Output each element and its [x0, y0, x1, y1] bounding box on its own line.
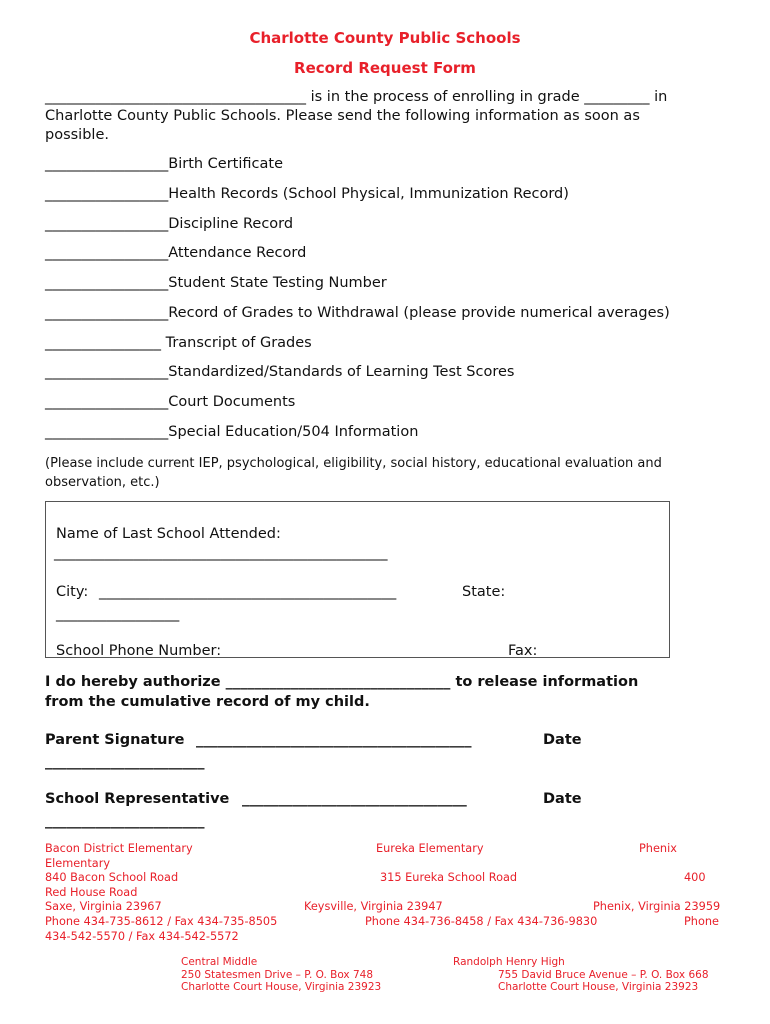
check-blank[interactable]: _________________ — [45, 186, 169, 202]
checklist-item-birth-certificate — [45, 156, 283, 172]
check-blank[interactable]: _________________ — [45, 305, 169, 321]
eureka-phone: Phone 434-736-8458 / Fax 434-736-9830 — [365, 915, 598, 928]
bacon-city: Saxe, Virginia 23967 — [45, 900, 162, 913]
parent-date-label: Date — [543, 732, 582, 748]
parent-signature-label: Parent Signature — [45, 732, 185, 748]
randolph-name: Randolph Henry High — [453, 956, 565, 968]
eureka-city: Keysville, Virginia 23947 — [304, 900, 443, 913]
checklist-item-testing-number — [45, 275, 387, 291]
phenix-city: Phenix, Virginia 23959 — [593, 900, 721, 913]
school-rep-date-line[interactable]: ______________________ — [45, 813, 205, 829]
checklist-label: Court Documents — [168, 394, 296, 410]
grade-blank[interactable]: _________ — [584, 89, 650, 105]
bacon-name-cont: Elementary — [45, 857, 111, 870]
authorize-line-2: from the cumulative record of my child. — [45, 694, 370, 710]
bacon-street: 840 Bacon School Road — [45, 871, 179, 884]
last-school-line[interactable]: ______________________________________________ — [54, 545, 388, 561]
form-title: Charlotte County Public Schools — [249, 29, 521, 47]
randolph-city: Charlotte Court House, Virginia 23923 — [498, 981, 699, 993]
last-school-label: Name of Last School Attended: — [56, 526, 281, 542]
checklist-item-test-scores — [45, 364, 514, 380]
bacon-name: Bacon District Elementary — [45, 842, 193, 855]
central-name: Central Middle — [181, 956, 258, 968]
checklist-item-health-records — [45, 186, 569, 202]
iep-note: (Please include current IEP, psychological, eligibility, social history, educational evaluation and observation, etc.) — [45, 456, 662, 490]
check-blank[interactable]: _________________ — [45, 216, 169, 232]
checklist-label: Record of Grades to Withdrawal (please provide numerical averages) — [168, 305, 670, 321]
phenix-name: Phenix — [639, 842, 677, 855]
school-rep-label: School Representative — [45, 791, 230, 807]
checklist-item-court-documents — [45, 394, 295, 410]
check-blank[interactable]: _________________ — [45, 156, 169, 172]
checklist-label: Birth Certificate — [168, 156, 283, 172]
checklist-item-special-education — [45, 424, 418, 440]
check-blank[interactable]: _________________ — [45, 394, 169, 410]
city-line[interactable]: _________________________________________ — [99, 584, 397, 600]
checklist-item-attendance-record — [45, 245, 306, 261]
form-subtitle: Record Request Form — [294, 59, 476, 77]
checklist-label: Student State Testing Number — [168, 275, 387, 291]
checklist-label: Transcript of Grades — [161, 335, 312, 351]
bacon-phone-cont: 434-542-5570 / Fax 434-542-5572 — [45, 930, 239, 943]
phenix-street: 400 — [684, 871, 706, 884]
check-blank[interactable]: _________________ — [45, 275, 169, 291]
intro-line-1 — [45, 88, 667, 107]
school-rep-date-label: Date — [543, 791, 582, 807]
check-blank[interactable]: _________________ — [45, 364, 169, 380]
checklist-label: Attendance Record — [168, 245, 307, 261]
state-label: State: — [462, 584, 506, 600]
authorize-text-end: to release information — [455, 674, 639, 690]
city-line-continued[interactable]: _________________ — [56, 606, 180, 622]
fax-label: Fax: — [508, 643, 538, 658]
intro-line-2: Charlotte County Public Schools. Please send the following information as soon as — [45, 108, 640, 124]
checklist-label: Discipline Record — [168, 216, 294, 232]
check-blank[interactable]: _________________ — [45, 245, 169, 261]
bacon-street-cont: Red House Road — [45, 886, 138, 899]
parent-signature-line[interactable]: ______________________________________ — [196, 732, 472, 748]
parent-date-line[interactable]: ______________________ — [45, 754, 205, 770]
city-label: City: — [56, 584, 89, 600]
school-rep-line[interactable]: _______________________________ — [242, 791, 467, 807]
intro-line-3: possible. — [45, 127, 109, 143]
phenix-phone: Phone — [684, 915, 719, 928]
checklist-item-discipline-record — [45, 216, 293, 232]
checklist-label: Health Records (School Physical, Immunization Record) — [168, 186, 569, 202]
checklist-label: Special Education/504 Information — [168, 424, 419, 440]
last-school-box — [45, 501, 670, 658]
check-blank[interactable]: _________________ — [45, 424, 169, 440]
authorize-blank[interactable]: _______________________________ — [225, 674, 451, 690]
bacon-phone: Phone 434-735-8612 / Fax 434-735-8505 — [45, 915, 278, 928]
intro-in: in — [654, 89, 668, 105]
central-city: Charlotte Court House, Virginia 23923 — [181, 981, 382, 993]
authorize-line-1 — [45, 674, 638, 690]
central-street: 250 Statesmen Drive – P. O. Box 748 — [181, 968, 374, 981]
randolph-street: 755 David Bruce Avenue – P. O. Box 668 — [498, 968, 709, 981]
school-phone-label: School Phone Number: — [56, 643, 222, 658]
authorize-text: I do hereby authorize — [45, 674, 221, 690]
checklist-item-record-of-grades — [45, 305, 670, 321]
eureka-name: Eureka Elementary — [376, 842, 484, 855]
intro-text: is in the process of enrolling in grade — [310, 89, 580, 105]
student-name-blank[interactable]: ____________________________________ — [45, 89, 306, 105]
checklist-label: Standardized/Standards of Learning Test Scores — [168, 364, 515, 380]
eureka-street: 315 Eureka School Road — [380, 871, 518, 884]
checklist-item-transcript — [45, 335, 312, 351]
check-blank[interactable]: ________________ — [45, 335, 161, 351]
